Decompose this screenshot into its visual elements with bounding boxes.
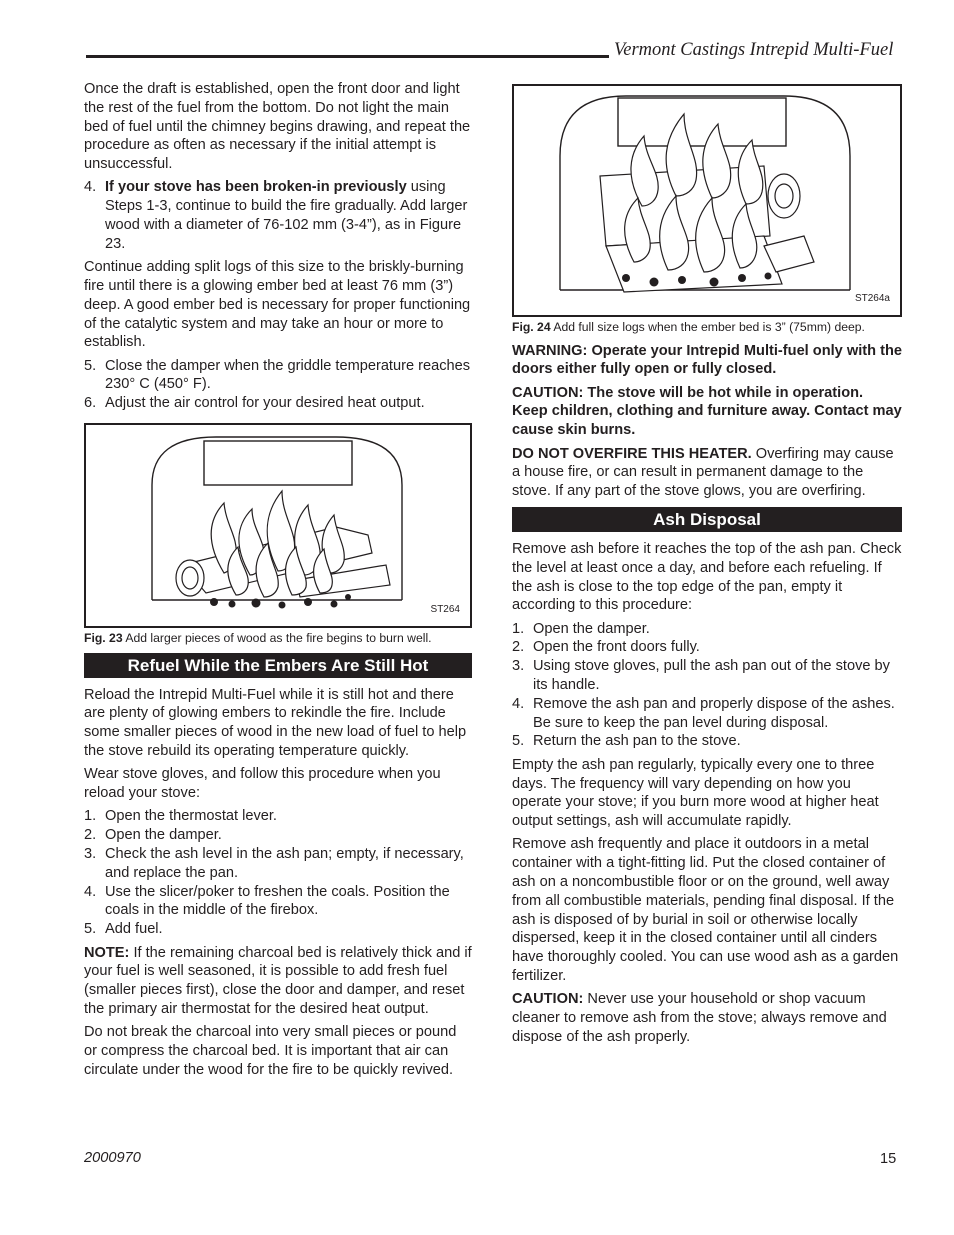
list-text: Return the ash pan to the stove. (533, 733, 741, 750)
list-item (84, 920, 472, 939)
caption-text: Add larger pieces of wood as the fire begins to burn well. (122, 631, 432, 646)
list-text: Open the thermostat lever. (105, 808, 277, 825)
list-text: Open the front doors fully. (533, 639, 700, 656)
figure-23 (84, 423, 472, 628)
fire-logs-illustration (514, 86, 900, 315)
list-number: 3. (512, 658, 525, 675)
list-number: 5. (84, 921, 97, 938)
list-number: 6. (84, 395, 97, 412)
note-paragraph (84, 944, 472, 1019)
refuel-steps-list (84, 807, 472, 939)
overfire-paragraph (512, 445, 902, 501)
list-item (512, 620, 902, 639)
note-text: If the remaining charcoal bed is relatively thick and if your fuel is well seasoned, it is possible to add fresh fuel (smaller pieces first), close the door and damper, and reset the primary air thermostat for the desired heat output. (84, 944, 472, 1017)
figure-24-caption (512, 320, 902, 335)
caption-label: Fig. 24 (512, 320, 551, 334)
figure-code: ST264a (854, 293, 890, 305)
intro-paragraph: Once the draft is established, open the front door and light the rest of the fuel from the bottom. Do not light the main bed of fuel until the chimney begins drawing, and repeat the procedure as often as necessary if the initial attempt is unsuccessful. (84, 81, 471, 173)
ember-bed-paragraph: Continue adding split logs of this size to the briskly-burning fire until there is a glowing ember bed at least 76 mm (3”) deep. A good ember bed is necessary for proper functioning of the catalytic system and may take an hour or more to establish. (84, 259, 471, 351)
list-item (84, 178, 472, 253)
list-item (512, 732, 902, 751)
ash-steps-list (512, 620, 902, 752)
ash-paragraph-3: Remove ash frequently and place it outdoors in a metal container with a tight-fitting lid. Put the closed container of ash on a noncombustible floor or on the ground, well away from all combustible materials, pending final disposal. If the ash is disposed of by burial in soil or otherwise locally dispersed, keep it in the closed container until all cinders have thoroughly cooled. You can use wood ash as a garden fertilizer. (512, 836, 899, 984)
refuel-heading: Refuel While the Embers Are Still Hot (84, 653, 472, 678)
list-number: 5. (512, 733, 525, 750)
list-text: Remove the ash pan and properly dispose of the ashes. Be sure to keep the pan level during disposal. (533, 695, 895, 731)
right-column (512, 82, 902, 1051)
caution-label: CAUTION: (512, 991, 584, 1008)
document-number: 2000970 (84, 1150, 141, 1166)
list-item (512, 695, 902, 733)
list-item (512, 657, 902, 695)
figure-23-caption (84, 631, 472, 646)
note-label: NOTE: (84, 944, 130, 961)
list-number: 4. (84, 179, 97, 196)
list-item (84, 883, 472, 921)
list-number: 3. (84, 846, 97, 863)
overfire-text: Overfiring may cause a house fire, or can result in permanent damage to the stove. If any part of the stove glows, you are overfiring. (512, 445, 894, 500)
refuel-paragraph-1: Reload the Intrepid Multi-Fuel while it is still hot and there are plenty of glowing embers to rekindle the fire. Include some smaller pieces of wood in the new load of fuel to help the stove rebuild its operating temperature quickly. (84, 686, 467, 760)
list-text: Open the damper. (105, 827, 222, 844)
list-item (84, 807, 472, 826)
charcoal-paragraph: Do not break the charcoal into very small pieces or pound or compress the charcoal bed. It is important that air can circulate under the wood for the fire to be quickly revived. (84, 1024, 457, 1078)
warning-paragraph: WARNING: Operate your Intrepid Multi-fuel only with the doors either fully open or fully closed. (512, 342, 902, 378)
fire-illustration (86, 425, 470, 626)
ash-paragraph-1: Remove ash before it reaches the top of the ash pan. Check the level at least once a day, and before each refueling. If the ash is close to the top edge of the pan, empty it according to this procedure: (512, 540, 902, 614)
list-item (84, 845, 472, 883)
list-text: Check the ash level in the ash pan; empty, if necessary, and replace the pan. (105, 846, 464, 881)
figure-24 (512, 84, 902, 317)
caution-vacuum-paragraph (512, 990, 902, 1046)
ash-paragraph-2: Empty the ash pan regularly, typically every one to three days. The frequency will vary depending on how you operate your stove; if you burn more wood at higher heat output settings, ash will accumulate rapidly. (512, 756, 879, 830)
list-item (84, 826, 472, 845)
list-item (84, 357, 472, 395)
header-rule (86, 55, 609, 58)
caution-text: Never use your household or shop vacuum cleaner to remove ash from the stove; always remove and dispose of the ash properly. (512, 991, 887, 1045)
list-text: Open the damper. (533, 620, 650, 637)
list-number: 1. (512, 620, 525, 637)
step4-text: using Steps 1-3, continue to build the fire gradually. Add larger wood with a diameter of 76-102 mm (3-4”), as in Figure 23. (105, 179, 468, 252)
caption-text: Add full size logs when the ember bed is 3” (75mm) deep. (550, 320, 865, 334)
caption-label: Fig. 23 (84, 631, 123, 646)
list-number: 2. (84, 827, 97, 844)
caution-hot-paragraph: CAUTION: The stove will be hot while in operation. Keep children, clothing and furniture away. Contact may cause skin burns. (512, 384, 902, 439)
step-4-list (84, 178, 472, 253)
list-text: Adjust the air control for your desired heat output. (105, 395, 425, 412)
list-number: 5. (84, 357, 97, 374)
list-text: Using stove gloves, pull the ash pan out of the stove by its handle. (533, 658, 890, 694)
list-text: Use the slicer/poker to freshen the coals. Position the coals in the middle of the firebox. (105, 883, 450, 919)
list-text: Add fuel. (105, 921, 163, 938)
steps-5-6-list (84, 357, 472, 413)
list-number: 2. (512, 639, 525, 656)
list-item (512, 638, 902, 657)
list-item (84, 394, 472, 413)
step4-bold: If your stove has been broken-in previously (105, 179, 407, 196)
figure-code: ST264 (430, 604, 460, 616)
refuel-paragraph-2: Wear stove gloves, and follow this procedure when you reload your stove: (84, 766, 441, 802)
left-column (84, 80, 472, 1084)
list-text (105, 178, 472, 253)
overfire-label: DO NOT OVERFIRE THIS HEATER. (512, 445, 752, 462)
list-number: 1. (84, 808, 97, 825)
ash-disposal-heading: Ash Disposal (512, 507, 902, 532)
list-number: 4. (512, 695, 525, 712)
list-text: Close the damper when the griddle temperature reaches 230° C (450° F). (105, 357, 471, 393)
header-title: Vermont Castings Intrepid Multi-Fuel (614, 40, 894, 60)
page-number: 15 (880, 1151, 897, 1167)
list-number: 4. (84, 883, 97, 900)
